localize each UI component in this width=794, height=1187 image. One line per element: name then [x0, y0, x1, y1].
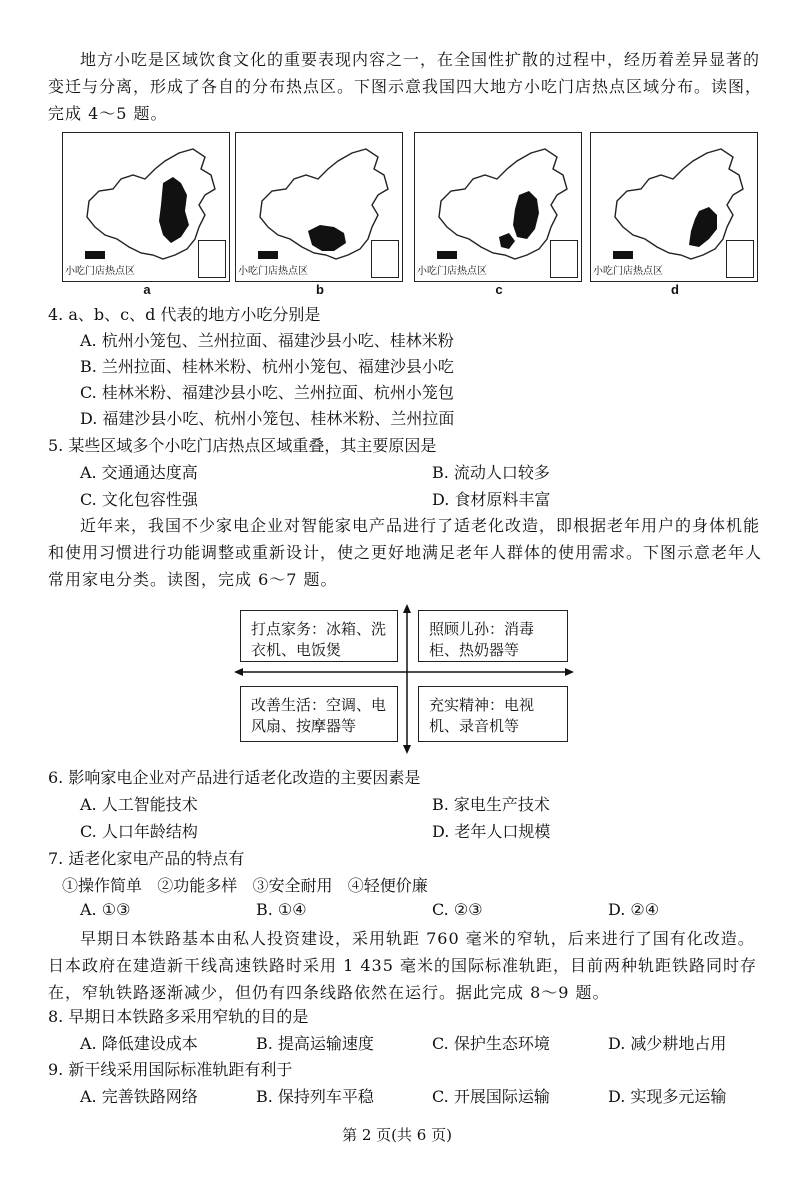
question-6-option-b: B. 家电生产技术 [432, 795, 550, 814]
map-c [414, 132, 582, 282]
legend-label: 小吃门店热点区 [593, 266, 663, 277]
question-7-stem: 7. 适老化家电产品的特点有 [48, 849, 245, 868]
question-7-option-b: B. ①④ [256, 900, 307, 919]
question-5-stem: 5. 某些区域多个小吃门店热点区域重叠，其主要原因是 [48, 436, 437, 455]
south-china-sea-inset [198, 240, 226, 278]
question-6-stem: 6. 影响家电企业对产品进行适老化改造的主要因素是 [48, 768, 421, 787]
south-china-sea-inset [550, 240, 578, 278]
map-label-c: c [495, 282, 503, 297]
map-d [590, 132, 758, 282]
question-7-option-a: A. ①③ [80, 900, 131, 919]
page-number-footer: 第 2 页(共 6 页) [342, 1126, 452, 1144]
question-5-option-d: D. 食材原料丰富 [432, 490, 551, 509]
question-8-option-b: B. 提高运输速度 [256, 1034, 374, 1053]
question-9-option-d: D. 实现多元运输 [608, 1087, 727, 1106]
quadrant-improve-life: 改善生活：空调、电风扇、按摩器等 [240, 686, 398, 742]
hotspot-region-b [308, 225, 346, 251]
hotspot-region-a [159, 177, 189, 243]
question-8-option-d: D. 减少耕地占用 [608, 1034, 727, 1053]
map-label-b: b [316, 282, 324, 297]
map-a [62, 132, 230, 282]
question-7-option-c: C. ②③ [432, 900, 483, 919]
map-label-a: a [143, 282, 151, 297]
legend-label: 小吃门店热点区 [65, 266, 135, 277]
question-5-option-c: C. 文化包容性强 [80, 490, 198, 509]
hotspot-region-c-south [499, 233, 515, 249]
south-china-sea-inset [371, 240, 399, 278]
intro-passage-1: 地方小吃是区域饮食文化的重要表现内容之一，在全国性扩散的过程中，经历着差异显著的变迁与分离，形成了各自的分布热点区。下图示意我国四大地方小吃门店热点区域分布。读图，完成 4～5 题。 [48, 50, 763, 123]
question-6-option-a: A. 人工智能技术 [80, 795, 198, 814]
question-9-stem: 9. 新干线采用国际标准轨距有利于 [48, 1060, 293, 1079]
question-9-option-a: A. 完善铁路网络 [80, 1087, 198, 1106]
question-8-stem: 8. 早期日本铁路多采用窄轨的目的是 [48, 1007, 309, 1026]
quadrant-housework: 打点家务：冰箱、洗衣机、电饭煲 [240, 610, 398, 662]
map-b [235, 132, 403, 282]
hotspot-region-d [689, 207, 717, 247]
question-9-option-c: C. 开展国际运输 [432, 1087, 550, 1106]
question-8-option-a: A. 降低建设成本 [80, 1034, 198, 1053]
question-7-option-d: D. ②④ [608, 900, 660, 919]
question-5-option-a: A. 交通通达度高 [80, 463, 198, 482]
question-5-option-b: B. 流动人口较多 [432, 463, 550, 482]
quadrant-childcare: 照顾儿孙：消毒柜、热奶器等 [418, 610, 568, 662]
question-4-stem: 4. a、b、c、d 代表的地方小吃分别是 [48, 305, 321, 324]
south-china-sea-inset [726, 240, 754, 278]
legend-label: 小吃门店热点区 [238, 266, 308, 277]
question-4-option-b: B. 兰州拉面、桂林米粉、杭州小笼包、福建沙县小吃 [80, 357, 454, 376]
legend-label: 小吃门店热点区 [417, 266, 487, 277]
question-4-option-d: D. 福建沙县小吃、杭州小笼包、桂林米粉、兰州拉面 [80, 409, 455, 428]
map-label-d: d [671, 282, 679, 297]
appliance-quadrant-diagram [234, 604, 574, 754]
intro-passage-2: 近年来，我国不少家电企业对智能家电产品进行了适老化改造，即根据老年用户的身体机能和使用习惯进行功能调整或重新设计，使之更好地满足老年人群体的使用需求。下图示意老年人常用家电分类。读图，完成 6～7 题。 [48, 516, 763, 589]
question-4-option-c: C. 桂林米粉、福建沙县小吃、兰州拉面、杭州小笼包 [80, 383, 454, 402]
question-6-option-c: C. 人口年龄结构 [80, 822, 198, 841]
legend-swatch [437, 251, 457, 259]
intro-passage-3: 早期日本铁路基本由私人投资建设，采用轨距 760 毫米的窄轨，后来进行了国有化改造。日本政府在建造新干线高速铁路时采用 1 435 毫米的国际标准轨距，目前两种轨距铁路同时存在，窄轨铁路逐渐减少，但仍有四条线路依然在运行。据此完成 8～9 题。 [48, 929, 757, 1002]
question-4-option-a: A. 杭州小笼包、兰州拉面、福建沙县小吃、桂林米粉 [80, 331, 454, 350]
question-6-option-d: D. 老年人口规模 [432, 822, 551, 841]
question-7-items: ①操作简单 ②功能多样 ③安全耐用 ④轻便价廉 [62, 876, 428, 895]
question-8-option-c: C. 保护生态环境 [432, 1034, 550, 1053]
legend-swatch [258, 251, 278, 259]
question-9-option-b: B. 保持列车平稳 [256, 1087, 374, 1106]
hotspot-region-c-east [513, 191, 539, 239]
quadrant-spirit: 充实精神：电视机、录音机等 [418, 686, 568, 742]
legend-swatch [85, 251, 105, 259]
legend-swatch [613, 251, 633, 259]
